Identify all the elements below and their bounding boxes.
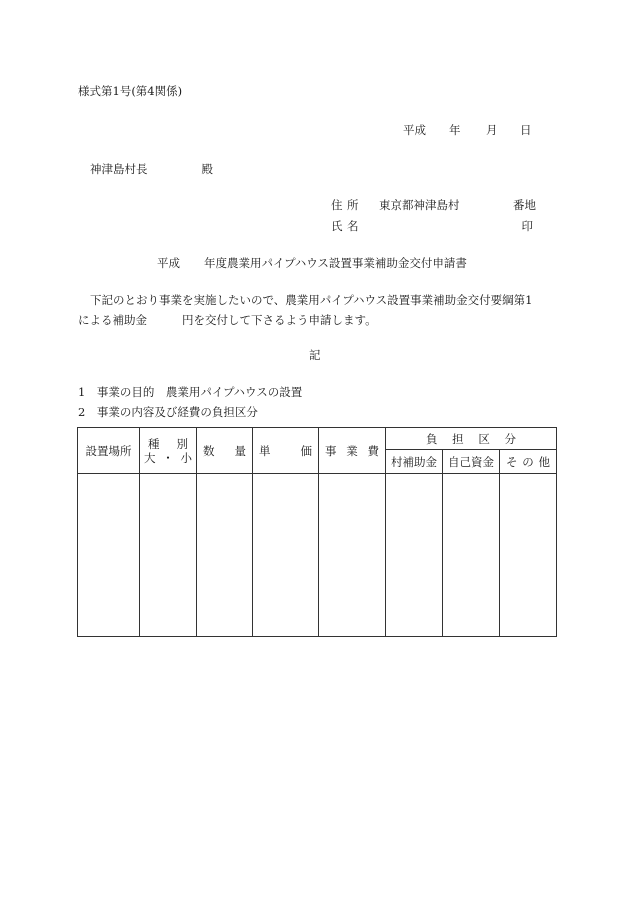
table-row <box>78 474 557 637</box>
header-village-subsidy: 村補助金 <box>386 450 443 474</box>
size-char-2: ・ <box>162 450 174 465</box>
size-char-3: 小 <box>180 450 192 465</box>
cost-breakdown-table <box>77 427 557 637</box>
header-burden <box>386 428 557 450</box>
date-month: 月 <box>486 123 498 137</box>
cell-other[interactable] <box>500 474 557 637</box>
name-line <box>331 219 533 233</box>
other-char-3: 他 <box>538 454 550 469</box>
date-era: 平成 <box>403 123 426 137</box>
seal-mark: 印 <box>521 219 533 233</box>
burden-char-1: 負 <box>426 431 438 446</box>
date-year: 年 <box>449 123 461 137</box>
header-location: 設置場所 <box>78 428 140 474</box>
other-char-2: の <box>522 454 534 469</box>
header-own-funds: 自己資金 <box>443 450 500 474</box>
type-char-2: 別 <box>176 436 188 451</box>
item-purpose: 1 事業の目的 農業用パイプハウスの設置 <box>78 385 303 399</box>
address-line <box>331 198 536 212</box>
header-row-1 <box>78 428 557 450</box>
addressee-recipient: 神津島村長 <box>90 162 148 176</box>
cost-char-1: 事 <box>325 443 337 458</box>
document-title <box>157 256 467 270</box>
header-quantity <box>197 428 253 474</box>
addressee-honorific: 殿 <box>201 162 213 176</box>
address-suffix: 番地 <box>513 198 536 212</box>
title-era: 平成 <box>157 256 180 270</box>
cost-char-2: 業 <box>346 443 358 458</box>
item-content: 2 事業の内容及び経費の負担区分 <box>78 405 258 419</box>
address-label-1: 住 <box>331 198 343 212</box>
header-unit-price <box>253 428 319 474</box>
date-day: 日 <box>520 123 532 137</box>
form-number: 様式第1号(第4関係) <box>78 84 183 98</box>
burden-char-2: 担 <box>452 431 464 446</box>
burden-char-3: 区 <box>478 431 490 446</box>
other-char-1: そ <box>506 454 518 469</box>
body-line-2-b: 円を交付して下さるよう申請します。 <box>182 313 377 327</box>
header-other <box>500 450 557 474</box>
unit-char-2: 価 <box>300 443 312 458</box>
cell-project-cost[interactable] <box>319 474 386 637</box>
qty-char-2: 量 <box>234 443 246 458</box>
cell-village-subsidy[interactable] <box>386 474 443 637</box>
body-text-line-1: 下記のとおり事業を実施したいので、農業用パイプハウス設置事業補助金交付要綱第1 <box>90 293 533 307</box>
type-char-1: 種 <box>148 436 160 451</box>
title-text: 年度農業用パイプハウス設置事業補助金交付申請書 <box>204 256 467 270</box>
cell-type[interactable] <box>140 474 197 637</box>
name-label-2: 名 <box>347 219 359 233</box>
body-line-2-a: による補助金 <box>78 313 147 327</box>
unit-char-1: 単 <box>259 443 271 458</box>
cell-quantity[interactable] <box>197 474 253 637</box>
ki-heading: 記 <box>309 348 321 362</box>
address-value: 東京都神津島村 <box>379 198 460 212</box>
date-line <box>403 123 532 137</box>
header-project-cost <box>319 428 386 474</box>
burden-char-4: 分 <box>504 431 517 446</box>
cost-char-3: 費 <box>367 443 379 458</box>
cell-unit-price[interactable] <box>253 474 319 637</box>
cell-location[interactable] <box>78 474 140 637</box>
size-char-1: 大 <box>144 450 156 465</box>
header-type <box>140 428 197 474</box>
address-label-2: 所 <box>347 198 359 212</box>
cell-own-funds[interactable] <box>443 474 500 637</box>
name-label-1: 氏 <box>331 219 343 233</box>
qty-char-1: 数 <box>203 443 215 458</box>
body-text-line-2 <box>78 313 377 327</box>
addressee <box>90 162 213 176</box>
